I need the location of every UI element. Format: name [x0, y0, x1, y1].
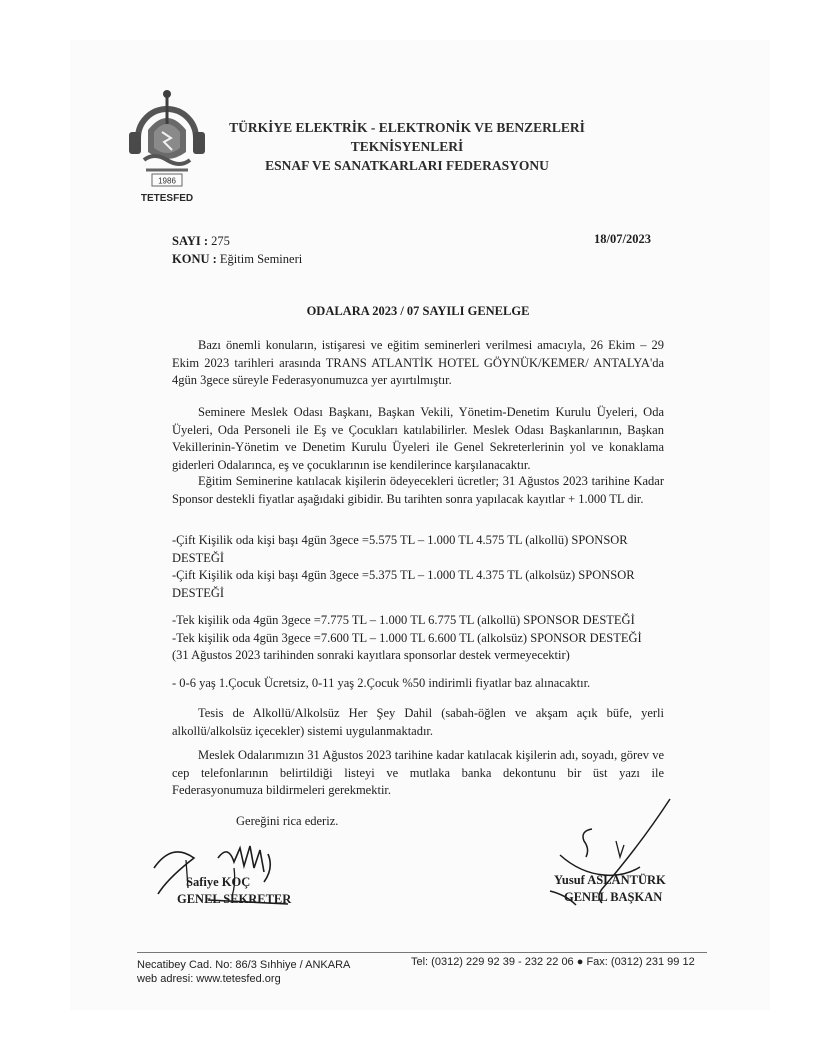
- org-line-1: TÜRKİYE ELEKTRİK - ELEKTRONİK VE BENZERLERİ: [229, 120, 585, 135]
- children-policy: [172, 675, 664, 693]
- children-policy-text: - 0-6 yaş 1.Çocuk Ücretsiz, 0-11 yaş 2.Çocuk %50 indirimli fiyatlar baz alınacaktır.: [172, 676, 591, 690]
- price-item-single-alcohol: -Tek kişilik oda 4gün 3gece =7.775 TL – 1.000 TL 6.775 TL (alkollü) SPONSOR DESTEĞİ: [172, 613, 635, 627]
- logo-year: 1986: [158, 176, 176, 186]
- sayi-row: [172, 232, 302, 250]
- paragraph-3: [172, 473, 664, 508]
- paragraph-4: [172, 705, 664, 740]
- org-line-2: TEKNİSYENLERİ: [350, 139, 464, 154]
- org-line-3: ESNAF VE SANATKARLARI FEDERASYONU: [265, 158, 549, 173]
- paragraph-2: [172, 404, 664, 474]
- footer-phone-fax: [411, 956, 695, 968]
- footer-website: web adresi: www.tetesfed.org: [137, 973, 281, 985]
- tetesfed-logo: [124, 86, 210, 198]
- right-signer-name: Yusuf ASLANTÜRK: [554, 873, 666, 887]
- paragraph-5: [172, 747, 664, 800]
- footer-address: Necatibey Cad. No: 86/3 Sıhhiye / ANKARA: [137, 959, 351, 971]
- left-signer-name: Safiye KOÇ: [186, 875, 251, 889]
- left-signer-title: GENEL SEKRETER: [177, 892, 292, 906]
- logo-caption: TETESFED: [140, 193, 194, 204]
- price-item-double-alcohol: -Çift Kişilik oda kişi başı 4gün 3gece =5.575 TL – 1.000 TL 4.575 TL (alkollü) SPONSOR DESTEĞİ: [172, 533, 628, 565]
- bullet-icon: ●: [576, 956, 587, 968]
- footer-fax: Fax: (0312) 231 99 12: [586, 956, 695, 968]
- closing-text: Gereğini rica ederiz.: [236, 814, 339, 828]
- price-note: (31 Ağustos 2023 tarihinden sonraki kayıtlara sponsorlar destek vermeyecektir): [172, 648, 570, 662]
- paragraph-1-text: Bazı önemli konuların, istişaresi ve eğitim seminerleri verilmesi amacıyla, 26 Ekim – 29 Ekim 2023 tarihleri arasında TRANS ATLANTİK HOTEL GÖYNÜK/KEMER/ ANTALYA'da 4gün 3gece süreyle Federasyonumuzca yer ayırtılmıştır.: [172, 338, 664, 387]
- footer-phone: Tel: (0312) 229 92 39 - 232 22 06: [411, 956, 574, 968]
- document-meta: [172, 232, 302, 268]
- right-signer-title: GENEL BAŞKAN: [564, 890, 663, 904]
- price-list-single: [172, 612, 664, 665]
- price-item-single-nonalcohol: -Tek kişilik oda 4gün 3gece =7.600 TL – 1.000 TL 6.600 TL (alkolsüz) SPONSOR DESTEĞİ: [172, 630, 642, 645]
- circular-title: ODALARA 2023 / 07 SAYILI GENELGE: [306, 304, 530, 318]
- footer-divider: [137, 952, 707, 953]
- konu-label: KONU :: [172, 252, 217, 266]
- paragraph-5-text: Meslek Odalarımızın 31 Ağustos 2023 tarihine kadar katılacak kişilerin adı, soyadı, görev ve cep telefonlarının belirtildiği listeyi ve mutlaka banka dekontunu bir üst yazı ile Federasyonumuza bildirmeleri gerekmektir.: [172, 748, 664, 797]
- sayi-label: SAYI :: [172, 234, 209, 248]
- footer-contact: [137, 958, 350, 986]
- logo-emblem-icon: [124, 86, 210, 198]
- konu-value: Eğitim Semineri: [219, 252, 303, 266]
- paragraph-3-text: Eğitim Seminerine katılacak kişilerin ödeyecekleri ücretler; 31 Ağustos 2023 tarihine Kadar Sponsor destekli fiyatlar aşağıdaki gibidir. Bu tarihten sonra yapılacak kayıtlar + 1.000 TL dir.: [172, 474, 664, 506]
- sayi-value: 275: [211, 234, 230, 248]
- organization-header: [222, 118, 592, 175]
- closing-line: [236, 813, 536, 831]
- paragraph-2-text: Seminere Meslek Odası Başkanı, Başkan Vekili, Yönetim-Denetim Kurulu Üyeleri, Oda Üyeleri, Oda Personeli ile Eş ve Çocukları katılabilirler. Meslek Odası Başkanlarının, Başkan Vekillerinin-Yönetim ve Denetim Kurulu Üyeleri ile Genel Sekreterlerinin yol ve konaklama giderleri Odalarınca, eş ve çocuklarının ise kendilerince karşılanacaktır.: [172, 405, 664, 472]
- price-list-double: [172, 532, 664, 602]
- price-item-double-nonalcohol: -Çift Kişilik oda kişi başı 4gün 3gece =5.375 TL – 1.000 TL 4.375 TL (alkolsüz) SPONSOR DESTEĞİ: [172, 568, 635, 600]
- konu-row: [172, 250, 302, 268]
- paragraph-1: [172, 337, 664, 390]
- paragraph-4-text: Tesis de Alkollü/Alkolsüz Her Şey Dahil (sabah-öğlen ve akşam açık büfe, yerli alkollü/alkolsüz içecekler) sistemi uygulanmaktadır.: [172, 706, 664, 738]
- document-date: 18/07/2023: [594, 232, 651, 246]
